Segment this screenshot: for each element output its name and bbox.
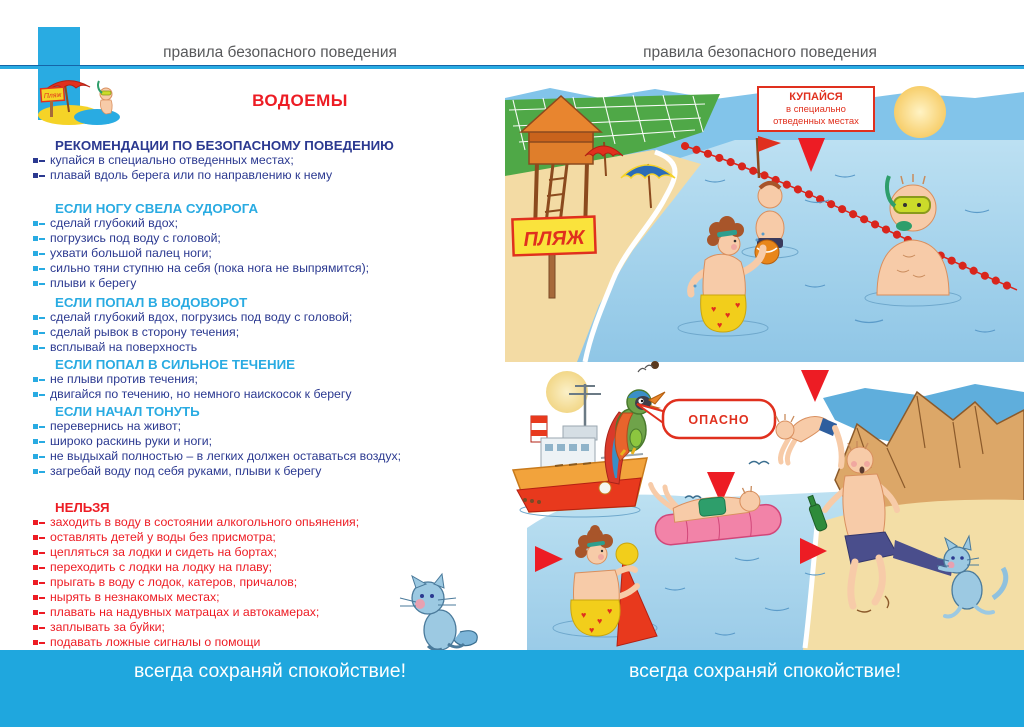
- bullet-icon: [33, 625, 45, 630]
- list-item-text: переходить с лодки на лодку на плаву;: [50, 560, 273, 574]
- list-item-text: нырять в незнакомых местах;: [50, 590, 220, 604]
- list-item-text: сделай глубокий вдох, погрузись под воду с головой;: [50, 310, 353, 324]
- list-item: [33, 372, 505, 387]
- section-title: ЕСЛИ ПОПАЛ В ВОДОВОРОТ: [55, 295, 248, 310]
- bullet-icon: [33, 281, 45, 286]
- list-item: [33, 530, 505, 545]
- list-item: [33, 387, 505, 402]
- sand-2: [803, 500, 1024, 650]
- bullet-icon: [33, 520, 45, 525]
- beach-umbrella-icon: [33, 72, 133, 126]
- bullet-icon: [33, 158, 45, 163]
- diver-boy: [776, 414, 842, 466]
- header-title-left: правила безопасного поведения: [163, 44, 397, 61]
- beach-sign-text: ПЛЯЖ: [523, 226, 586, 252]
- list-item-text: не плыви против течения;: [50, 372, 198, 386]
- svg-text:♥: ♥: [581, 610, 587, 620]
- list-item-text: широко раскинь руки и ноги;: [50, 434, 213, 448]
- bullet-icon: [33, 454, 45, 459]
- label-line1: КУПАЙСЯ: [789, 91, 843, 103]
- bullet-icon: [33, 392, 45, 397]
- cat-illustration: [398, 572, 483, 654]
- list-item-text: заплывать за буйки;: [50, 620, 165, 634]
- header-rule: [0, 65, 1024, 69]
- speech-bubble-text: ОПАСНО: [688, 413, 750, 427]
- bullet-icon: [33, 535, 45, 540]
- list-item: [33, 216, 505, 231]
- list-item: [33, 545, 505, 560]
- list-item: [33, 515, 505, 530]
- bullet-icon: [33, 266, 45, 271]
- list-item: [33, 153, 505, 168]
- svg-text:♥: ♥: [717, 320, 723, 330]
- section-title: ЕСЛИ НОГУ СВЕЛА СУДОРОГА: [55, 201, 259, 216]
- list-item-text: плыви к берегу: [50, 276, 137, 290]
- list-item-text: плавай вдоль берега или по направлению к нему: [50, 168, 333, 182]
- list-item-text: сделай глубокий вдох;: [50, 216, 178, 230]
- corner-sign-text: Пляж: [43, 91, 62, 101]
- svg-text:♥: ♥: [725, 310, 731, 320]
- list-item: [33, 449, 505, 464]
- bullet-icon: [33, 610, 45, 615]
- list-item-text: плавать на надувных матрацах и автокамерах;: [50, 605, 320, 619]
- list-item: [33, 168, 505, 183]
- bullet-icon: [33, 550, 45, 555]
- bullet-icon: [33, 236, 45, 241]
- bullet-icon: [33, 345, 45, 350]
- list-item-text: не выдыхай полностью – в легких должен оставаться воздух;: [50, 449, 402, 463]
- list-item: [33, 276, 505, 291]
- footer-text-left: всегда сохраняй спокойствие!: [133, 660, 407, 682]
- beach-scene-illustration: [505, 80, 1024, 362]
- list-item-text: загребай воду под себя руками, плыви к берегу: [50, 464, 322, 478]
- bullet-icon: [33, 315, 45, 320]
- bullet-icon: [33, 330, 45, 335]
- label-line3: отведенных местах: [773, 116, 859, 127]
- svg-text:♥: ♥: [735, 300, 741, 310]
- list-item-text: сделай рывок в сторону течения;: [50, 325, 240, 339]
- danger-arrow-diver: [801, 370, 829, 402]
- list-item-text: всплывай на поверхность: [50, 340, 198, 354]
- svg-text:♥: ♥: [597, 616, 603, 626]
- list-item-text: прыгать в воду с лодок, катеров, причалов;: [50, 575, 298, 589]
- bullet-icon: [33, 640, 45, 645]
- list-item-text: двигайся по течению, но немного наискосок к берегу: [50, 387, 352, 401]
- list-item: [33, 231, 505, 246]
- list-item-text: оставлять детей у воды без присмотра;: [50, 530, 276, 544]
- section-title: ЕСЛИ НАЧАЛ ТОНУТЬ: [55, 404, 200, 419]
- list-item: [33, 261, 505, 276]
- list-item-text: сильно тяни ступню на себя (пока нога не выпрямится);: [50, 261, 370, 275]
- list-item-text: погрузись под воду с головой;: [50, 231, 221, 245]
- bullet-icon: [33, 377, 45, 382]
- bullet-icon: [33, 424, 45, 429]
- svg-text:♥: ♥: [589, 625, 595, 635]
- svg-text:♥: ♥: [607, 606, 613, 616]
- list-item-text: цепляться за лодки и сидеть на бортах;: [50, 545, 277, 559]
- list-item: [33, 246, 505, 261]
- sun-icon-2: [546, 371, 588, 413]
- bullet-icon: [33, 439, 45, 444]
- list-item-text: купайся в специально отведенных местах;: [50, 153, 294, 167]
- list-item-text: заходить в воду в состоянии алкогольного опьянения;: [50, 515, 360, 529]
- list-item-text: ухвати большой палец ноги;: [50, 246, 212, 260]
- danger-scene-illustration: [505, 358, 1024, 650]
- footer-text-right: всегда сохраняй спокойствие!: [628, 660, 902, 682]
- bullet-icon: [33, 221, 45, 226]
- sun-icon: [894, 86, 946, 138]
- label-line2: в специально: [786, 104, 846, 115]
- list-item: [33, 434, 505, 449]
- list-item: [33, 419, 505, 434]
- bullet-icon: [33, 469, 45, 474]
- page-title: ВОДОЕМЫ: [252, 91, 348, 110]
- bullet-icon: [33, 565, 45, 570]
- svg-text:♥: ♥: [711, 304, 717, 314]
- bullet-icon: [33, 595, 45, 600]
- list-item-text: подавать ложные сигналы о помощи: [50, 635, 261, 649]
- list-item: [33, 310, 505, 325]
- bullet-icon: [33, 173, 45, 178]
- list-item: [33, 340, 505, 355]
- bullet-icon: [33, 251, 45, 256]
- bullet-icon: [33, 580, 45, 585]
- label-box: [758, 87, 874, 131]
- list-item: [33, 325, 505, 340]
- section-title: РЕКОМЕНДАЦИИ ПО БЕЗОПАСНОМУ ПОВЕДЕНИЮ: [55, 138, 394, 153]
- header-title-right: правила безопасного поведения: [643, 44, 877, 61]
- section-title: ЕСЛИ ПОПАЛ В СИЛЬНОЕ ТЕЧЕНИЕ: [55, 357, 296, 372]
- section-title: НЕЛЬЗЯ: [55, 500, 110, 515]
- list-item-text: перевернись на живот;: [50, 419, 182, 433]
- speech-bubble: [637, 400, 775, 438]
- list-item: [33, 464, 505, 479]
